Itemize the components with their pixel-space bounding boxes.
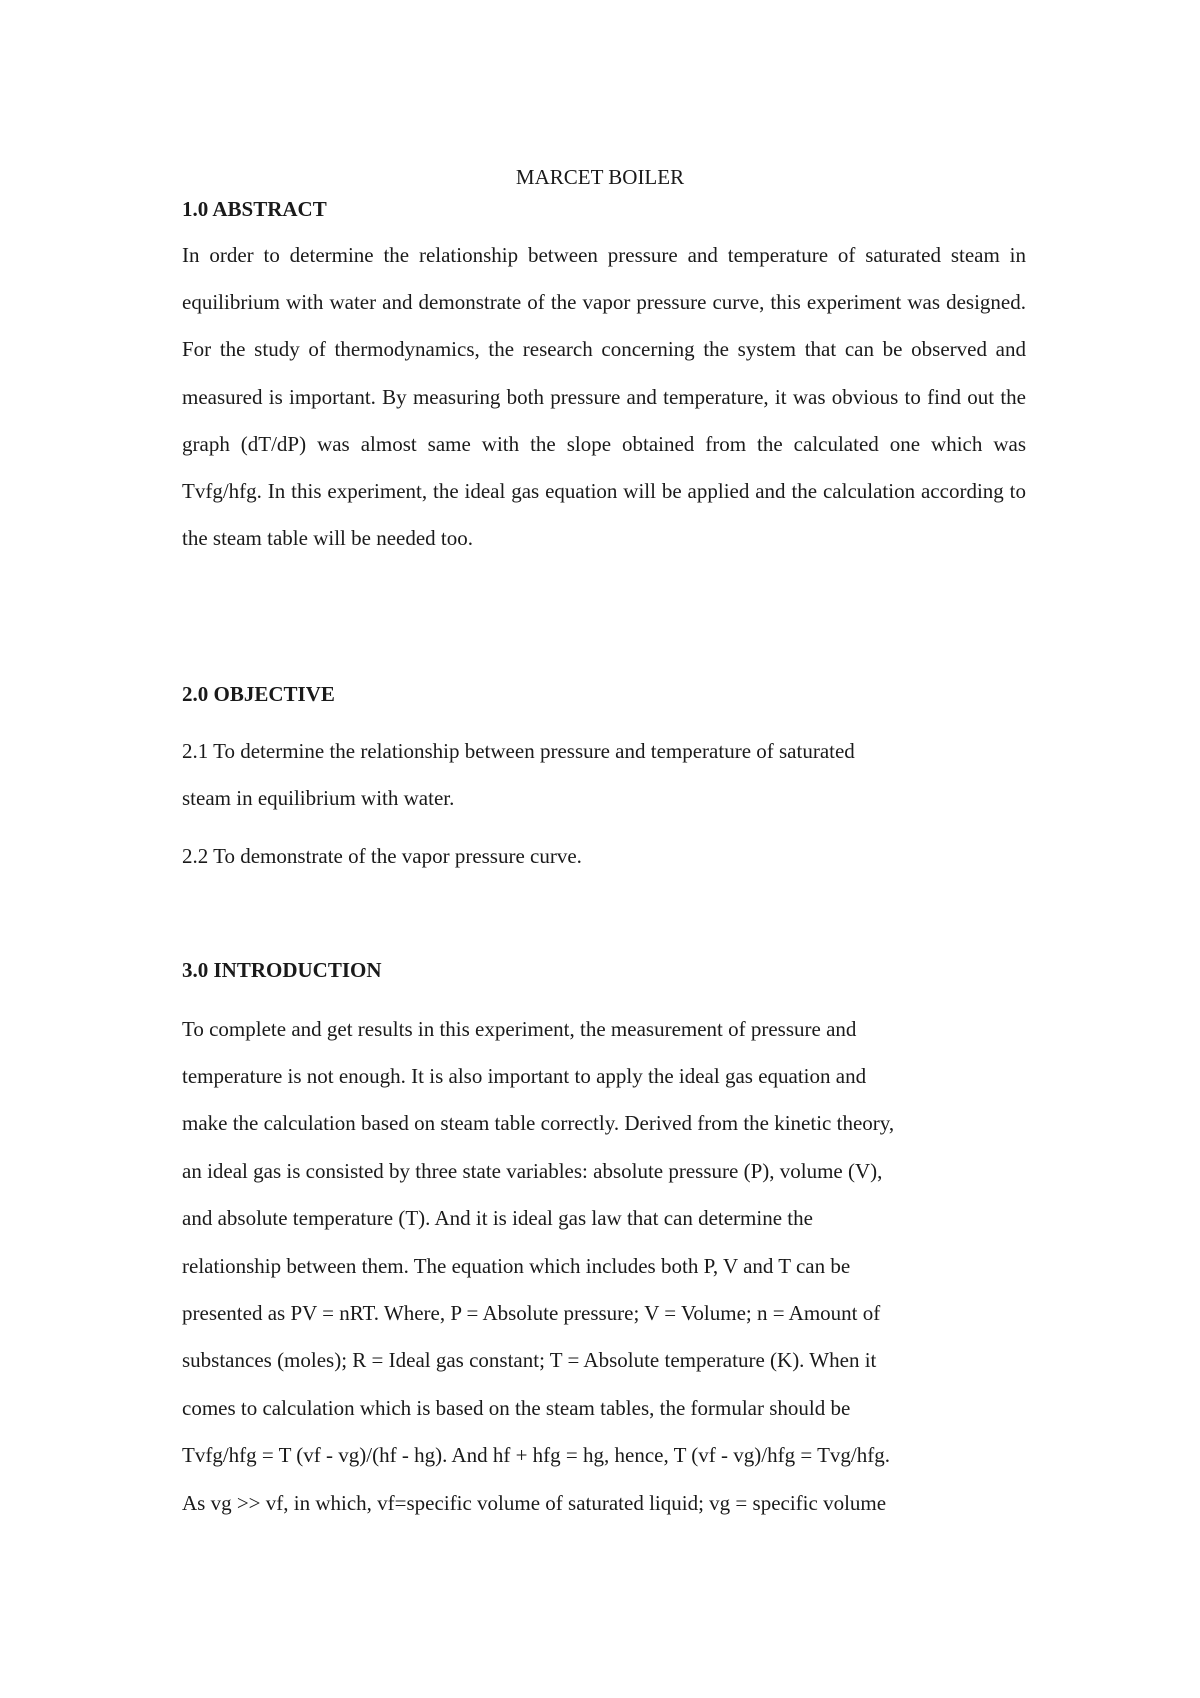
section-heading-introduction: 3.0 INTRODUCTION	[182, 958, 382, 982]
introduction-line: As vg >> vf, in which, vf=specific volume of saturated liquid; vg = specific volume	[182, 1491, 887, 1515]
objective-item-2: 2.2 To demonstrate of the vapor pressure curve.	[182, 844, 582, 868]
introduction-line: temperature is not enough. It is also important to apply the ideal gas equation and	[182, 1064, 867, 1088]
section-heading-objective: 2.0 OBJECTIVE	[182, 682, 335, 706]
introduction-line: relationship between them. The equation which includes both P, V and T can be	[182, 1254, 851, 1278]
introduction-line: an ideal gas is consisted by three state variables: absolute pressure (P), volume (V),	[182, 1159, 883, 1183]
objective-item-1-line-1: 2.1 To determine the relationship between pressure and temperature of saturated	[182, 739, 855, 763]
introduction-line: presented as PV = nRT. Where, P = Absolute pressure; V = Volume; n = Amount of	[182, 1301, 881, 1325]
document-title: MARCET BOILER	[515, 165, 685, 189]
introduction-line: comes to calculation which is based on the steam tables, the formular should be	[182, 1396, 851, 1420]
abstract-paragraph: In order to determine the relationship between pressure and temperature of saturated steam in equilibrium with water and demonstrate of the vapor pressure curve, this experiment was designed. For the study of thermodynamics, the research concerning the system that can be observed and measured is important. By measuring both pressure and temperature, it was obvious to find out the graph (dT/dP) was almost same with the slope obtained from the calculated one which was Tvfg/hfg. In this experiment, the ideal gas equation will be applied and the calculation according to the steam table will be needed too.	[182, 243, 1026, 551]
introduction-line: substances (moles); R = Ideal gas constant; T = Absolute temperature (K). When it	[182, 1348, 877, 1372]
introduction-line: and absolute temperature (T). And it is ideal gas law that can determine the	[182, 1206, 813, 1230]
section-heading-abstract: 1.0 ABSTRACT	[182, 197, 327, 221]
objective-item-1-line-2: steam in equilibrium with water.	[182, 786, 455, 810]
introduction-line: make the calculation based on steam table correctly. Derived from the kinetic theory,	[182, 1111, 895, 1135]
introduction-line: To complete and get results in this experiment, the measurement of pressure and	[182, 1017, 857, 1041]
introduction-line: Tvfg/hfg = T (vf - vg)/(hf - hg). And hf + hfg = hg, hence, T (vf - vg)/hfg = Tvg/hfg.	[182, 1443, 890, 1467]
